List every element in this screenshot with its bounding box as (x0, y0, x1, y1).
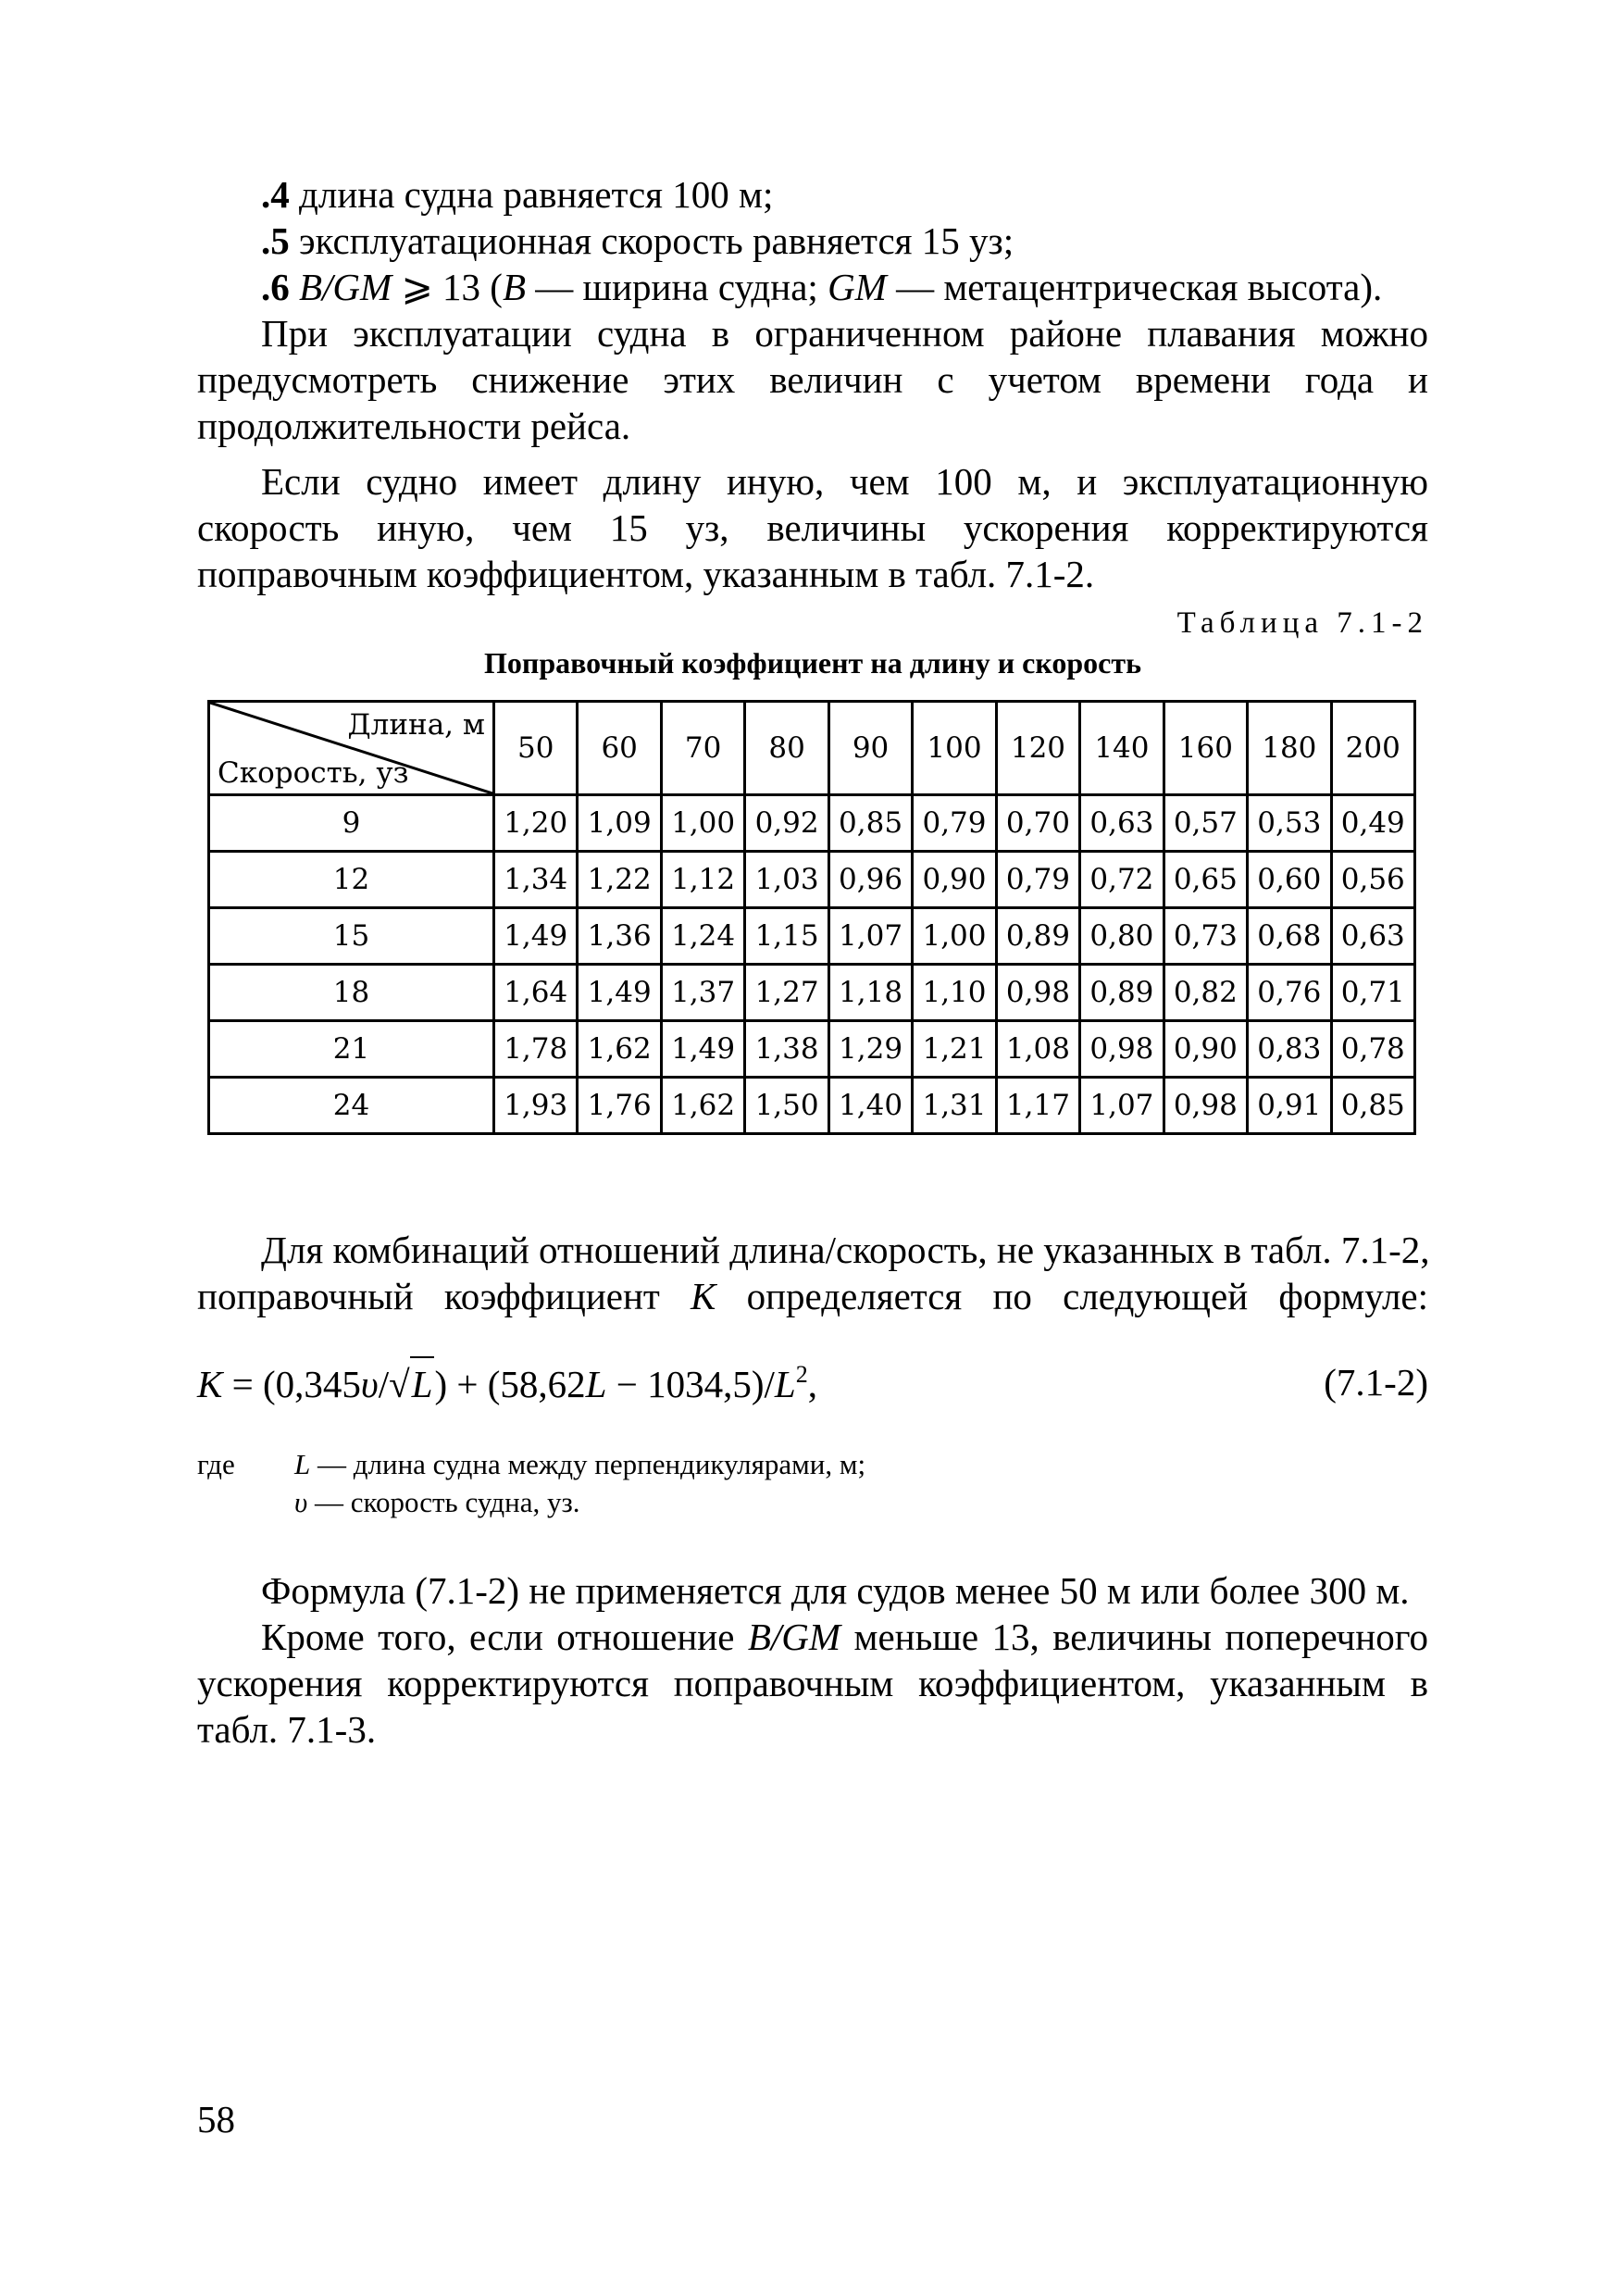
coefficient-cell: 0,79 (913, 795, 996, 852)
coefficient-cell: 0,98 (1080, 1021, 1164, 1078)
formula-l: L (585, 1363, 607, 1405)
coefficient-cell: 1,15 (745, 908, 828, 965)
table-corner-cell (209, 702, 494, 795)
coefficient-cell: 0,65 (1164, 852, 1247, 908)
coefficient-cell: 1,07 (1080, 1078, 1164, 1134)
coefficient-cell: 1,34 (494, 852, 578, 908)
para5-line (261, 1614, 1428, 1660)
coefficient-cell: 0,78 (1331, 1021, 1414, 1078)
para1-line: При эксплуатации судна в ограниченном районе плавания можно (261, 312, 1428, 355)
where-text: — скорость судна, уз. (307, 1486, 580, 1518)
text: поправочный коэффициент (197, 1275, 691, 1317)
length-header-cell: 120 (996, 702, 1079, 795)
coefficient-cell: 1,24 (661, 908, 744, 965)
para5-line: ускорения корректируются поправочным коэффициентом, указанным в (197, 1662, 1428, 1704)
coefficient-cell: 1,31 (913, 1078, 996, 1134)
coefficient-cell: 0,53 (1248, 795, 1331, 852)
para1-line: продолжительности рейса. (197, 405, 631, 447)
coefficient-cell: 0,79 (996, 852, 1079, 908)
table-row (209, 1021, 1415, 1078)
coefficient-cell: 0,60 (1248, 852, 1331, 908)
corner-length-label: Длина, м (347, 708, 485, 742)
coefficient-cell: 1,62 (578, 1021, 661, 1078)
speed-cell: 24 (209, 1078, 494, 1134)
coefficient-cell: 0,76 (1248, 965, 1331, 1021)
list-item-6 (261, 264, 1428, 310)
sqrt-icon: √ (389, 1363, 410, 1405)
coefficient-cell: 1,20 (494, 795, 578, 852)
item-number: .6 (261, 266, 290, 308)
item-text-italic: B (502, 266, 527, 308)
text: определяется по следующей формуле: (716, 1275, 1428, 1317)
length-header-cell: 180 (1248, 702, 1331, 795)
length-header-cell: 50 (494, 702, 578, 795)
coefficient-cell: 1,08 (996, 1021, 1079, 1078)
coefficient-cell: 1,18 (828, 965, 912, 1021)
coefficient-cell: 0,89 (1080, 965, 1164, 1021)
coefficient-cell: 0,57 (1164, 795, 1247, 852)
para5-line: табл. 7.1-3. (197, 1708, 377, 1751)
text-italic: B/GM (747, 1616, 841, 1658)
item-text: — метацентрическая высота). (886, 266, 1383, 308)
where-text: — длина судна между перпендикулярами, м; (310, 1448, 866, 1480)
symbol-l: L (294, 1448, 311, 1480)
formula-v: υ (360, 1363, 379, 1405)
coefficient-cell: 1,38 (745, 1021, 828, 1078)
item-text: — ширина судна; (526, 266, 828, 308)
speed-cell: 9 (209, 795, 494, 852)
para2-line: скорость иную, чем 15 уз, величины ускорения корректируются (197, 506, 1428, 549)
coefficient-cell: 0,73 (1164, 908, 1247, 965)
coefficient-cell: 0,63 (1080, 795, 1164, 852)
table-row (209, 852, 1415, 908)
coefficient-cell: 0,63 (1331, 908, 1414, 965)
list-item-4 (261, 171, 1428, 218)
coefficient-cell: 0,56 (1331, 852, 1414, 908)
coefficient-cell: 0,49 (1331, 795, 1414, 852)
coefficient-cell: 1,40 (828, 1078, 912, 1134)
coefficient-cell: 0,68 (1248, 908, 1331, 965)
coefficient-cell: 0,82 (1164, 965, 1247, 1021)
formula-exponent: 2 (795, 1361, 808, 1388)
formula-part: / (378, 1363, 390, 1405)
coefficient-cell: 0,96 (828, 852, 912, 908)
coefficient-cell: 1,09 (578, 795, 661, 852)
formula-part: = (0,345 (222, 1363, 361, 1405)
table-body (209, 702, 1415, 1134)
length-header-cell: 100 (913, 702, 996, 795)
coefficient-cell: 1,49 (661, 1021, 744, 1078)
length-header-cell: 60 (578, 702, 661, 795)
item-text: ⩾ 13 ( (392, 266, 503, 308)
coefficient-cell: 1,49 (578, 965, 661, 1021)
coefficient-cell: 0,91 (1248, 1078, 1331, 1134)
coefficient-cell: 1,12 (661, 852, 744, 908)
coefficient-cell: 1,29 (828, 1021, 912, 1078)
length-header-cell: 200 (1331, 702, 1414, 795)
speed-cell: 21 (209, 1021, 494, 1078)
table-row (209, 908, 1415, 965)
where-v (294, 1484, 579, 1521)
length-header-cell: 160 (1164, 702, 1247, 795)
coefficient-cell: 1,62 (661, 1078, 744, 1134)
coefficient-cell: 0,92 (745, 795, 828, 852)
table-number: Таблица 7.1-2 (1176, 606, 1428, 640)
coefficient-cell: 0,80 (1080, 908, 1164, 965)
list-item-5 (261, 218, 1428, 264)
where-word: где (197, 1448, 235, 1480)
coefficient-cell: 0,72 (1080, 852, 1164, 908)
where-l (294, 1446, 865, 1483)
formula-part: ) + (58,62 (434, 1363, 586, 1405)
para2-line: поправочным коэффициентом, указанным в табл. 7.1-2. (197, 553, 1095, 595)
coefficient-cell: 1,00 (913, 908, 996, 965)
formula-l: L (774, 1363, 796, 1405)
text: меньше 13, величины поперечного (840, 1616, 1428, 1658)
item-number: .5 (261, 219, 290, 262)
symbol-v: υ (294, 1486, 308, 1518)
length-header-cell: 80 (745, 702, 828, 795)
length-header-cell: 70 (661, 702, 744, 795)
coefficient-cell: 1,21 (913, 1021, 996, 1078)
para2-line: Если судно имеет длину иную, чем 100 м, и эксплуатационную (261, 460, 1428, 503)
coefficient-cell: 1,17 (996, 1078, 1079, 1134)
coefficient-cell: 0,90 (913, 852, 996, 908)
para1-line: предусмотреть снижение этих величин с учетом времени года и (197, 358, 1428, 401)
coefficient-cell: 1,76 (578, 1078, 661, 1134)
formula-l: L (411, 1363, 433, 1405)
corner-speed-label: Скорость, уз (218, 756, 409, 790)
coefficient-cell: 0,71 (1331, 965, 1414, 1021)
para3-line: Для комбинаций отношений длина/скорость, не указанных в табл. 7.1-2, (261, 1229, 1430, 1271)
table-header-row (209, 702, 1415, 795)
page-number: 58 (197, 2098, 235, 2140)
item-number: .4 (261, 173, 290, 216)
speed-cell: 18 (209, 965, 494, 1021)
coefficient-cell: 0,98 (996, 965, 1079, 1021)
item-text: длина судна равняется 100 м; (289, 173, 774, 216)
coefficient-cell: 1,49 (494, 908, 578, 965)
sqrt (389, 1356, 434, 1410)
formula-7-1-2 (197, 1356, 1428, 1410)
table-caption: Поправочный коэффициент на длину и скорость (483, 646, 1141, 680)
para3-line (197, 1273, 1428, 1319)
speed-cell: 15 (209, 908, 494, 965)
symbol-k: K (691, 1275, 716, 1317)
table-row (209, 965, 1415, 1021)
speed-cell: 12 (209, 852, 494, 908)
formula-k: K (197, 1363, 223, 1405)
coefficient-cell: 1,03 (745, 852, 828, 908)
item-text-italic: GM (828, 266, 887, 308)
table-row (209, 1078, 1415, 1134)
item-text: эксплуатационная скорость равняется 15 уз; (289, 219, 1014, 262)
coefficient-cell: 1,36 (578, 908, 661, 965)
length-header-cell: 140 (1080, 702, 1164, 795)
coefficient-cell: 1,64 (494, 965, 578, 1021)
coefficient-cell: 1,78 (494, 1021, 578, 1078)
coefficient-cell: 0,83 (1248, 1021, 1331, 1078)
text: Кроме того, если отношение (261, 1616, 748, 1658)
para4-line: Формула (7.1-2) не применяется для судов менее 50 м или более 300 м. (261, 1569, 1410, 1612)
coefficient-cell: 0,85 (828, 795, 912, 852)
formula-part: , (807, 1363, 817, 1405)
coefficient-cell: 1,22 (578, 852, 661, 908)
coefficient-cell: 1,10 (913, 965, 996, 1021)
coefficient-cell: 1,00 (661, 795, 744, 852)
coefficient-cell: 0,89 (996, 908, 1079, 965)
formula-number: (7.1-2) (1324, 1361, 1428, 1404)
coefficient-cell: 1,27 (745, 965, 828, 1021)
item-text-italic: B/GM (289, 266, 392, 308)
coefficient-cell: 0,85 (1331, 1078, 1414, 1134)
coefficient-cell: 0,98 (1164, 1078, 1247, 1134)
coefficient-cell: 0,70 (996, 795, 1079, 852)
coefficient-cell: 1,37 (661, 965, 744, 1021)
coefficient-cell: 1,07 (828, 908, 912, 965)
table-row (209, 795, 1415, 852)
length-header-cell: 90 (828, 702, 912, 795)
coefficient-cell: 0,90 (1164, 1021, 1247, 1078)
coefficient-cell: 1,50 (745, 1078, 828, 1134)
formula-part: − 1034,5)/ (606, 1363, 775, 1405)
correction-table (207, 700, 1416, 1135)
coefficient-cell: 1,93 (494, 1078, 578, 1134)
